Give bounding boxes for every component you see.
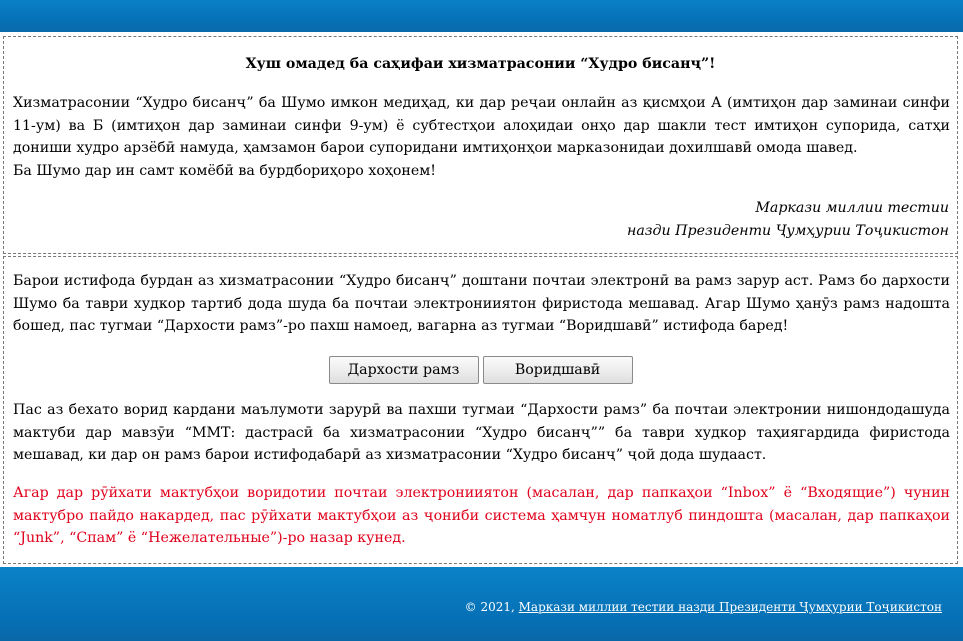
footer-center-link[interactable]: Маркази миллии тестии назди Президенти Ҷумҳурии Тоҷикистон: [518, 600, 942, 614]
intro-wish: Ба Шумо дар ин самт комёбӣ ва бурдбориҳоро хоҳонем!: [13, 162, 437, 179]
access-info-text: Барои истифода бурдан аз хизматрасонии “Худро бисанҷ” доштани почтаи электронӣ ва рамз зарур аст. Рамз бо дархости Шумо ба таври худкор тартиб дода шуда ба почтаи электронииятон фиристода мешавад. Агар Шумо ҳанӯз рамз надошта бошед, пас тугмаи “Дархости рамз”-ро пахш намоед, вагарна аз тугмаи “Воридшавӣ” истифода баред!: [13, 273, 950, 334]
intro-text: [13, 92, 950, 182]
spam-warning-text: Агар дар рӯйхати мактубҳои воридотии почтаи электронииятон (масалан, дар папкаҳои “Inbox” ё “Входящие”) чунин мактубро пайдо накардед, пас рӯйхати мактубҳои аз ҷониби система ҳамчун номатлуб пиндошта (масалан, дар папкаҳои “Junk”, “Спам” ё “Нежелательные”)-ро назар кунед.: [13, 485, 950, 546]
button-row: [4, 356, 957, 384]
signature-line-1: Маркази миллии тестии: [755, 200, 949, 216]
intro-paragraph: Хизматрасонии “Худро бисанҷ” ба Шумо имкон медиҳад, ки дар реҷаи онлайн аз қисмҳои А (имтиҳон дар заминаи синфи 11-ум) ва Б (имтиҳон дар заминаи синфи 9-ум) ё субтестҳои алоҳидаи онҳо дар шакли тест имтиҳон супорида, сатҳи дониши худро арзёбӣ намуда, ҳамзамон барои супоридани имтиҳонҳои марказонидаи дохилшавӣ омода шавед.: [13, 95, 950, 156]
footer: [0, 567, 963, 641]
header-bar: [0, 0, 963, 32]
access-panel: [3, 256, 958, 564]
welcome-panel: [3, 36, 958, 254]
welcome-title: Хуш омадед ба саҳифаи хизматрасонии “Худро бисанҷ”!: [245, 56, 716, 72]
footer-copyright: [465, 600, 942, 614]
signature-line-2: назди Президенти Ҷумҳурии Тоҷикистон: [626, 222, 949, 239]
login-button[interactable]: Воридшавӣ: [483, 356, 633, 384]
signature: [627, 197, 949, 242]
after-request-text: Пас аз бехато ворид кардани маълумоти зарурӣ ва пахши тугмаи “Дархости рамз” ба почтаи электронии нишондодашуда мактуби дар мавзӯи “ММТ: дастрасӣ ба хизматрасонии “Худро бисанҷ”” ба таври худкор таҳиягардида фиристода мешавад, ки дар он рамз барои истифодабарӣ аз хизматрасонии “Худро бисанҷ” ҷой дода шудааст.: [13, 402, 950, 463]
copyright-text: © 2021,: [464, 600, 519, 614]
request-password-button[interactable]: Дархости рамз: [329, 356, 479, 384]
